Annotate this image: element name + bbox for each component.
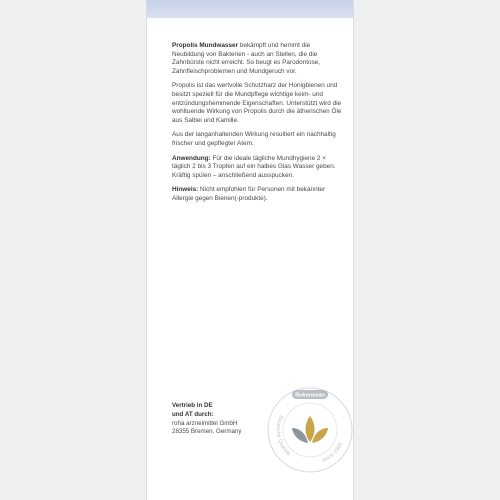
seal-since: since 1954: [321, 441, 345, 464]
description-paragraph-2: Propolis ist das wertvolle Schutzharz der Honigbienen und besitzt speziell für die Mundpflege wichtige keim- und entzündungshemmende Eigenschaften. Unterstützt wird die wohltuende Wirkung von Propolis durch die ätherischen Öle aus Salbei und Kamille.: [172, 82, 342, 124]
distribution-label-line-1: Vertrieb in DE: [172, 402, 213, 409]
note-label: Hinweis:: [172, 186, 199, 194]
product-description: [172, 42, 342, 210]
description-paragraph-1: [172, 42, 342, 76]
quality-seal: [262, 382, 358, 478]
usage-label: Anwendung:: [172, 154, 211, 162]
seal-brand: Bokanasan: [295, 392, 325, 399]
seal-tagline: Deutsche Qualität: [274, 414, 292, 458]
description-paragraph-3: Aus der langanhaltenden Wirkung resultiert ein nachhaltig frischer und gepflegter Atem.: [172, 131, 336, 147]
company-name: roha arzneimittel GmbH: [172, 419, 238, 427]
top-color-stripe: [147, 0, 353, 18]
distribution-label-line-2: und AT durch:: [172, 410, 214, 418]
company-address: 28355 Bremen, Germany: [172, 428, 242, 436]
usage-paragraph: [172, 155, 342, 181]
note-text: Nicht empfohlen für Personen mit bekannter Allergie gegen Bienen(-produkte).: [172, 186, 326, 202]
note-paragraph: [172, 186, 342, 203]
paragraph-1-body: bekämpft und hemmt die Neubildung von Bakterien - auch an Stellen, die die Zahnbürste nicht erreicht. So beugt es Parodontose, Zahnfleischproblemen und Mundgeruch vor.: [172, 42, 321, 75]
left-background-band: [0, 0, 146, 500]
usage-text: Für die ideale tägliche Mundhygiene 2 × täglich 2 bis 3 Tropfen auf ein halbes Glas Wasser geben. Kräftig spülen – anschließend ausspucken.: [172, 154, 336, 179]
product-name: Propolis Mundwasser: [172, 42, 239, 49]
right-background-band: [354, 0, 500, 500]
